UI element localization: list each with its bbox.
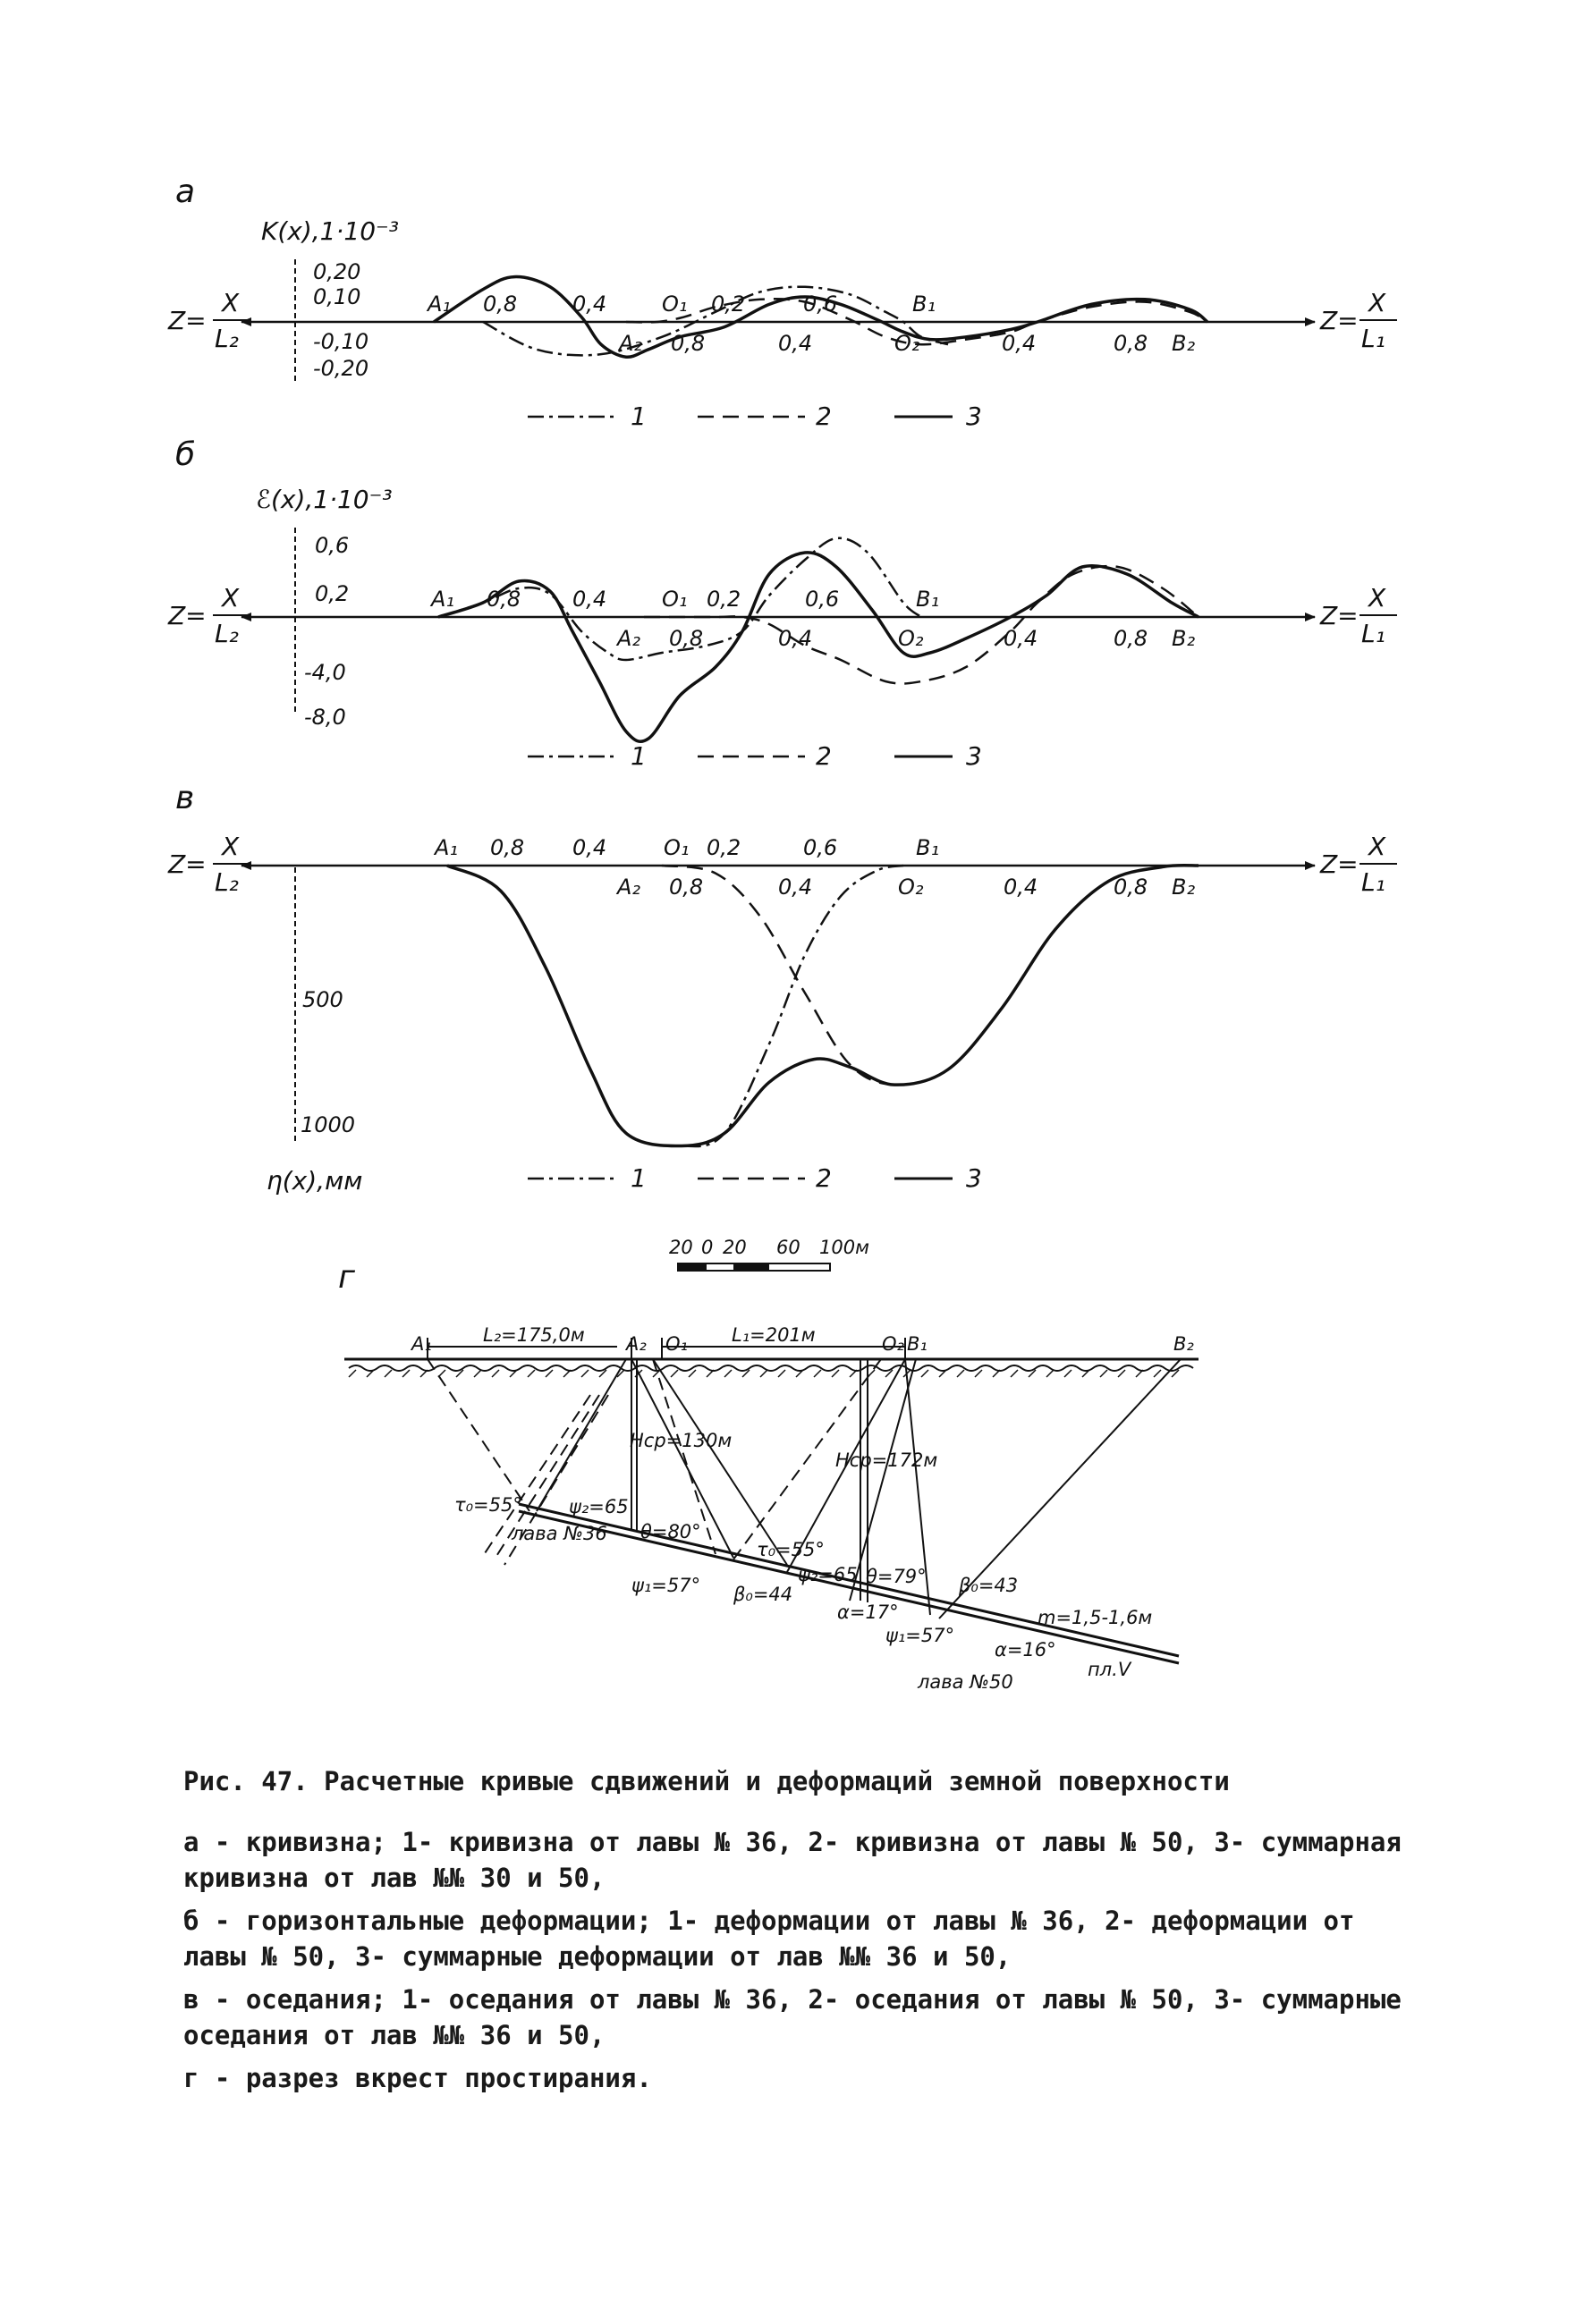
panel-b-xlabel-right-den: L₁ <box>1361 619 1385 648</box>
panel-b-ytick-label: -8,0 <box>304 705 346 730</box>
panel-c-xtick-label: O₂ <box>898 875 924 900</box>
panel-c <box>167 780 1397 1196</box>
panel-b-ytick-label: 0,2 <box>315 581 350 606</box>
panel-a-xlabel-left-num: X <box>222 288 240 317</box>
panel-a-ytick-label: 0,20 <box>313 259 361 284</box>
boundary-line <box>428 1359 529 1511</box>
caption-item: б - горизонтальные деформации; 1- деформации от лавы № 36, 2- деформации от лавы № 50, 3- суммарные деформации от лав №№ 36 и 50, <box>183 1906 1355 1972</box>
angle-label: θ=79° <box>866 1566 927 1587</box>
angle-label: θ=80° <box>640 1521 701 1542</box>
panel-c-xlabel-left-z: Z= <box>168 849 207 879</box>
panel-a-xtick-label: 0,4 <box>778 331 813 356</box>
panel-b-xlabel-left-z: Z= <box>168 601 207 630</box>
panel-a-xtick-label: B₁ <box>912 292 936 317</box>
panel-c-xtick-label: B₂ <box>1172 875 1196 900</box>
series-line-3 <box>438 553 1199 741</box>
panel-a-xtick-label: A₁ <box>428 292 452 317</box>
panel-b <box>167 436 1397 771</box>
panel-c-xtick-label: 0,4 <box>572 835 607 860</box>
section-point-label: B₂ <box>1173 1333 1194 1355</box>
panel-a-xtick-label: 0,8 <box>671 331 706 356</box>
panel-b-xtick-label: 0,8 <box>669 626 704 651</box>
panel-a-xtick-label: A₂ <box>619 331 643 356</box>
panel-c-xtick-label: B₁ <box>916 835 940 860</box>
panel-b-ylabel: ℰ(x),1·10⁻³ <box>256 485 393 514</box>
panel-a-xlabel-right-z: Z= <box>1320 306 1359 335</box>
panel-a-legend <box>528 401 982 431</box>
panel-b-xtick-label: 0,4 <box>572 587 607 612</box>
series-line-3 <box>447 866 1199 1146</box>
panel-b-xlabel-right <box>1319 583 1397 648</box>
panel-c-ylabel: η(x),мм <box>267 1166 363 1196</box>
panel-b-xtick-label: 0,4 <box>1004 626 1038 651</box>
panel-c-xlabel-left-num: X <box>222 832 240 861</box>
scale-label: 60 <box>776 1237 800 1258</box>
panel-a-series <box>434 277 1207 358</box>
angle-label: ψ₁=57° <box>885 1625 955 1646</box>
panel-b-ytick-label: -4,0 <box>304 660 346 685</box>
panel-b-series <box>438 538 1199 741</box>
legend-label: 2 <box>816 741 832 771</box>
scale-label: 20 <box>669 1237 693 1258</box>
panel-c-xtick-label: 0,6 <box>803 835 838 860</box>
legend-label: 2 <box>816 401 832 431</box>
panel-c-xtick-label: A₁ <box>435 835 459 860</box>
legend-label: 3 <box>966 401 982 431</box>
panel-b-ytick-label: 0,6 <box>315 533 350 558</box>
panel-c-xtick-label: 0,4 <box>778 875 813 900</box>
panel-a-xtick-label: O₂ <box>894 331 920 356</box>
panel-b-xtick-label: 0,2 <box>707 587 741 612</box>
panel-a-xticks <box>426 292 1195 356</box>
legend-label: 1 <box>631 741 647 771</box>
panel-a-xlabel-left <box>167 288 250 353</box>
panel-c-ytick-label: 1000 <box>301 1112 356 1137</box>
section-point-label: A₁ <box>411 1333 432 1355</box>
section-point-label: O₁ <box>665 1333 688 1355</box>
panel-b-xticks <box>429 587 1195 651</box>
boundary-line <box>537 1359 626 1511</box>
angle-label: α=16° <box>995 1639 1056 1661</box>
panel-a <box>167 173 1397 431</box>
panel-a-xtick-label: 0,8 <box>1114 331 1148 356</box>
panel-a-xlabel-right-den: L₁ <box>1361 324 1385 353</box>
angle-label: β₀=43 <box>959 1575 1019 1596</box>
caption-item: а - кривизна; 1- кривизна от лавы № 36, 2- кривизна от лавы № 50, 3- суммарная кривизна от лав №№ 30 и 50, <box>183 1827 1402 1893</box>
panel-a-xlabel-right <box>1319 288 1397 353</box>
legend-label: 2 <box>816 1163 832 1193</box>
section-point-label: B₁ <box>907 1333 928 1355</box>
influence-lines-lava36 <box>428 1359 787 1565</box>
panel-a-xlabel-left-z: Z= <box>168 306 207 335</box>
soil-hatching <box>349 1365 1193 1371</box>
panel-b-xlabel-right-num: X <box>1368 583 1386 613</box>
panel-c-xlabel-right-num: X <box>1368 832 1386 861</box>
panel-a-xtick-label: 0,8 <box>483 292 518 317</box>
panel-a-ylabel: K(x),1·10⁻³ <box>261 216 400 246</box>
panel-c-xlabel-right-z: Z= <box>1320 849 1359 879</box>
panel-b-letter: б <box>175 436 196 473</box>
panel-c-ytick-label: 500 <box>302 987 343 1012</box>
scale-bar-segment <box>733 1263 769 1271</box>
panel-a-xtick-label: 0,2 <box>711 292 746 317</box>
panel-a-xtick-label: O₁ <box>662 292 688 317</box>
angle-label: τ₀=55° <box>454 1494 522 1516</box>
depth-label: Hср=130м <box>630 1430 733 1451</box>
panel-b-xtick-label: B₁ <box>916 587 940 612</box>
panel-b-xlabel-left-den: L₂ <box>215 619 239 648</box>
angle-label: β₀=44 <box>733 1584 793 1605</box>
legend-label: 1 <box>631 1163 647 1193</box>
legend-label: 3 <box>966 1163 982 1193</box>
panel-b-xtick-label: 0,8 <box>487 587 521 612</box>
panel-a-ytick-label: -0,20 <box>313 356 369 381</box>
section-point-label: A₂ <box>626 1333 647 1355</box>
panel-a-xlabel-right-num: X <box>1368 288 1386 317</box>
scale-label: 0 <box>701 1237 714 1258</box>
legend-label: 3 <box>966 741 982 771</box>
coal-seam <box>519 1511 1179 1663</box>
panel-b-xtick-label: A₁ <box>431 587 455 612</box>
series-line-2 <box>644 566 1199 683</box>
angle-label: τ₀=55° <box>757 1539 825 1560</box>
panel-c-xlabel-right <box>1319 832 1397 897</box>
dimension-label-l1: L₁=201м <box>732 1324 816 1346</box>
panel-b-xtick-label: A₂ <box>617 626 641 651</box>
panel-c-xlabel-left-den: L₂ <box>215 867 239 897</box>
panel-c-letter: в <box>175 780 195 816</box>
depth-label: Hср=172м <box>835 1449 938 1471</box>
panel-b-xlabel-right-z: Z= <box>1320 601 1359 630</box>
panel-a-ytick-label: -0,10 <box>313 329 369 354</box>
panel-b-xtick-label: B₂ <box>1172 626 1196 651</box>
panel-a-ytick-label: 0,10 <box>313 284 361 309</box>
panel-c-xlabel-right-den: L₁ <box>1361 867 1385 897</box>
angle-label: ψ₁=57° <box>631 1575 701 1596</box>
figure-caption-title: Рис. 47. Расчетные кривые сдвижений и деформаций земной поверхности <box>183 1766 1230 1796</box>
longwall-label: лава №50 <box>918 1671 1013 1693</box>
panel-c-xtick-label: 0,8 <box>1114 875 1148 900</box>
seam-name-label: пл.V <box>1088 1659 1131 1680</box>
dimension-label-l2: L₂=175,0м <box>483 1324 585 1346</box>
panel-c-xtick-label: 0,2 <box>707 835 741 860</box>
panel-c-series <box>447 866 1199 1146</box>
scale-bar-segment <box>678 1263 707 1271</box>
panel-c-xticks <box>433 835 1195 900</box>
panel-b-xtick-label: 0,6 <box>805 587 840 612</box>
panel-b-xlabel-left-num: X <box>222 583 240 613</box>
panel-c-xlabel-left <box>167 832 250 897</box>
panel-c-legend <box>528 1163 982 1193</box>
panel-a-letter: а <box>175 173 196 210</box>
panel-b-xtick-label: 0,4 <box>778 626 813 651</box>
panel-c-xtick-label: 0,4 <box>1004 875 1038 900</box>
caption-item: в - оседания; 1- оседания от лавы № 36, 2- оседания от лавы № 50, 3- суммарные оседания от лав №№ 36 и 50, <box>183 1984 1402 2050</box>
panel-a-xtick-label: 0,4 <box>1002 331 1037 356</box>
panel-a-xtick-label: B₂ <box>1172 331 1196 356</box>
panel-b-xtick-label: O₂ <box>898 626 924 651</box>
panel-c-xtick-label: 0,8 <box>669 875 704 900</box>
longwall-label: лава №36 <box>512 1523 607 1544</box>
angle-label: ψ₂=65 <box>569 1496 629 1517</box>
panel-c-xtick-label: A₂ <box>617 875 641 900</box>
seam-thickness-label: m=1,5-1,6м <box>1038 1607 1153 1628</box>
angle-label: α=17° <box>837 1601 899 1623</box>
panel-a-xlabel-left-den: L₂ <box>215 324 239 353</box>
section-point-label: O₂ <box>882 1333 904 1355</box>
panel-b-xtick-label: O₁ <box>662 587 688 612</box>
scale-label: 20 <box>723 1237 747 1258</box>
panel-a-xtick-label: 0,6 <box>803 292 838 317</box>
caption-item: г - разрез вкрест простирания. <box>183 2063 652 2093</box>
scale-bar <box>669 1237 869 1271</box>
section-drawing <box>338 1259 1199 1693</box>
panel-b-xtick-label: 0,8 <box>1114 626 1148 651</box>
panel-c-xtick-label: O₁ <box>664 835 690 860</box>
panel-b-legend <box>528 741 982 771</box>
legend-label: 1 <box>631 401 647 431</box>
angle-label: ψ₂=65 <box>798 1564 858 1585</box>
panel-a-xtick-label: 0,4 <box>572 292 607 317</box>
panel-c-xtick-label: 0,8 <box>490 835 525 860</box>
scale-label: 100м <box>819 1237 869 1258</box>
panel-b-xlabel-left <box>167 583 250 648</box>
section-letter: г <box>338 1259 355 1296</box>
